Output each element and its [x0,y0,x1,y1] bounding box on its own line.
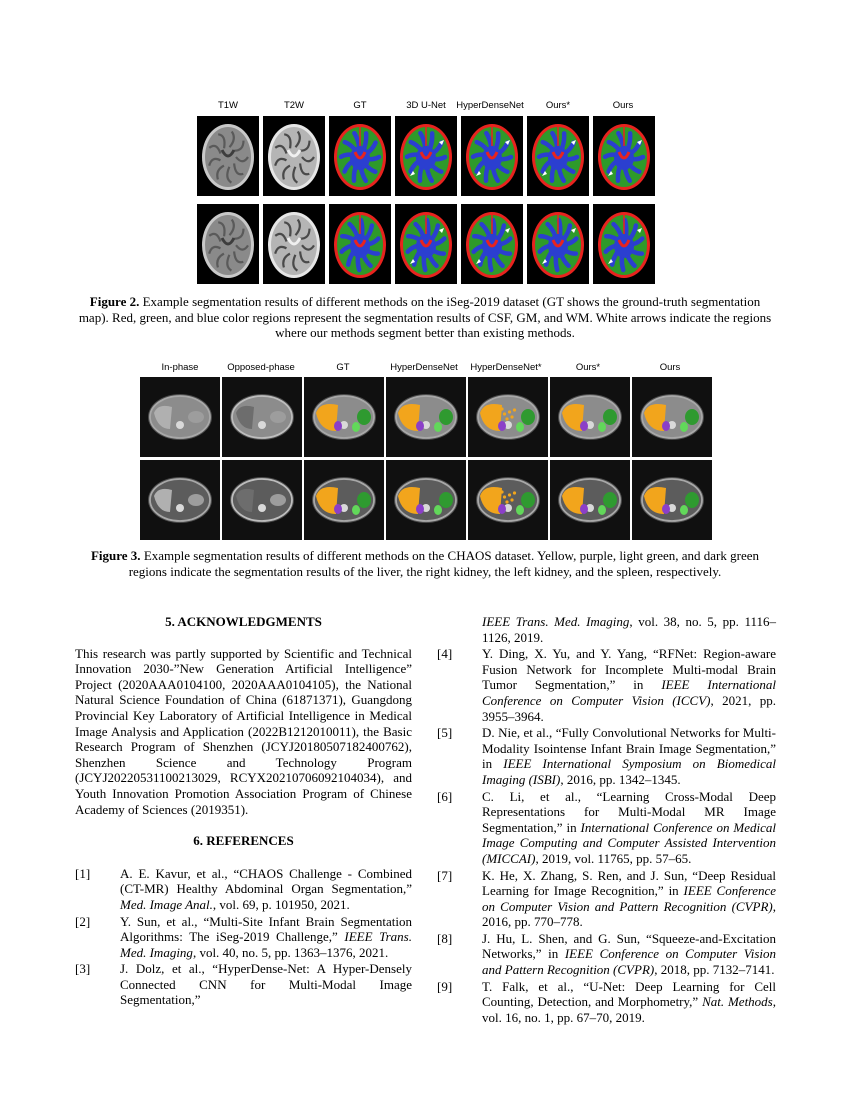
reference-venue: IEEE International Symposium on Biomedical Imaging (ISBI) [482,756,776,787]
fig2-tile [329,204,391,284]
reference-number: [9] [437,978,453,994]
fig3-label-hyperdensenet-star: HyperDenseNet* [470,362,542,373]
reference-item [437,979,776,1026]
fig2-tile [527,116,589,196]
fig2-tile [461,116,523,196]
fig3-tile [140,377,220,457]
fig2-label-ours: Ours [612,100,634,111]
reference-details: , 2018, pp. 7132–7141. [654,962,775,978]
fig3-label-opposed-phase: Opposed-phase [227,362,295,373]
reference-number: [5] [437,725,453,741]
reference-item [437,646,776,724]
reference-number: [7] [437,867,453,883]
reference-text: T. Falk, et al., “U-Net: Deep Learning for Cell Counting, Detection, and Morphometry,” [482,978,776,1010]
fig3-tile [550,460,630,540]
reference-text: J. Dolz, et al., “HyperDense-Net: A Hyper-Densely Connected CNN for Multi-Modal Image Segmentation,” [120,961,412,1008]
references-list-right [437,614,776,1025]
reference-details: , 2016, pp. 1342–1345. [560,771,681,787]
fig2-tile [593,204,655,284]
reference-text: A. E. Kavur, et al., “CHAOS Challenge - Combined (CT-MR) Healthy Abdominal Organ Segmentation,” [120,865,412,897]
fig2-tile [263,204,325,284]
acknowledgments-body: This research was partly supported by Scientific and Technical Innovation 2030-”New Generation Artificial Intelligence” Project (2020AAA0104100, 2020AAA0104105), the National Natural Science Foundation of China (61871371), Guangdong Provincial Key Laboratory of Artificial Intelligence in Medical Image Analysis and Application (2022B1212010011), the Basic Research Program of Shenzhen (JCYJ20180507182400762), Shenzhen Science and Technology Program (JCYJ20220531100213029, RCYX20210706092104034), and Youth Innovation Promotion Association Program of Chinese Academy of Sciences (2019351). [75,645,412,817]
fig2-tile [197,116,259,196]
fig2-tile [329,116,391,196]
reference-item [437,614,776,645]
fig3-label-gt: GT [336,362,350,373]
reference-details: , vol. 40, no. 5, pp. 1363–1376, 2021. [192,944,389,960]
fig2-label-ours-star: Ours* [545,100,571,111]
fig3-label-in-phase: In-phase [161,362,199,373]
reference-item [437,931,776,978]
figure2-caption-text: Example segmentation results of different methods on the iSeg-2019 dataset (GT shows the ground-truth segmentation map). Red, green, and blue color regions represent the segmentation results of CSF, GM, and WM. White arrows indicate the regions where our methods segment better than existing methods. [78,294,772,340]
fig2-tile [263,116,325,196]
reference-text: C. Li, et al., “Learning Cross-Modal Deep Representations for Multi-Modal MR Image Segmentation,” in [482,788,776,835]
fig3-tile [222,460,302,540]
reference-details: , vol. 38, no. 5, pp. 1116–1126, 2019. [482,614,776,645]
right-column [437,614,776,1026]
reference-text: J. Hu, L. Shen, and G. Sun, “Squeeze-and-Excitation Networks,” in [482,930,776,962]
reference-venue: Med. Image Anal. [120,896,213,912]
figure3-caption [78,548,772,579]
figure2-caption [78,294,772,341]
fig3-label-hyperdensenet: HyperDenseNet [390,362,458,373]
figure3-caption-text: Example segmentation results of different methods on the CHAOS dataset. Yellow, purple, light green, and dark green regions indicate the segmentation results of the liver, the right kidney, the left kidney, and the spleen, respectively. [128,548,760,579]
reference-text: K. He, X. Zhang, S. Ren, and J. Sun, “Deep Residual Learning for Image Recognition,” in [482,867,776,899]
fig2-label-t1w: T1W [217,100,239,111]
fig2-label-t2w: T2W [283,100,305,111]
fig3-tile [304,460,384,540]
figure2-caption-label: Figure 2. [89,294,140,309]
fig2-tile [395,116,457,196]
figure3-column-labels [0,362,850,376]
reference-details: , 2016, pp. 770–778. [482,898,776,930]
reference-number: [4] [437,646,453,662]
reference-item [437,789,776,867]
fig3-tile [222,377,302,457]
reference-item [437,868,776,930]
reference-text: Y. Ding, X. Yu, and Y. Yang, “RFNet: Region-aware Fusion Network for Incomplete Multi-modal Brain Tumor Segmentation,” in [482,646,776,693]
fig2-label-hyperdensenet: HyperDenseNet [456,100,524,111]
fig2-tile [593,116,655,196]
reference-text: D. Nie, et al., “Fully Convolutional Networks for Multi-Modality Isointense Infant Brain Image Segmentation,” in [482,725,776,772]
fig3-tile [550,377,630,457]
fig3-tile [386,377,466,457]
reference-number: [1] [75,865,91,881]
fig3-tile [468,460,548,540]
fig2-label-3dunet: 3D U-Net [406,100,446,111]
reference-venue: IEEE Conference on Computer Vision and Pattern Recognition (CVPR) [482,883,776,914]
fig2-label-gt: GT [353,100,367,111]
fig3-tile [140,460,220,540]
reference-details: , 2021, pp. 3955–3964. [482,692,777,724]
fig3-tile [632,377,712,457]
reference-text: Y. Sun, et al., “Multi-Site Infant Brain Segmentation Algorithms: The iSeg-2019 Challenge,” [120,913,412,945]
reference-venue: IEEE Trans. Med. Imaging [482,614,630,629]
fig3-tile [304,377,384,457]
reference-number: [3] [75,961,91,977]
left-column [75,614,412,1009]
reference-details: , vol. 69, p. 101950, 2021. [212,896,350,912]
fig3-tile [468,377,548,457]
reference-item [437,725,776,787]
reference-item [75,866,412,913]
reference-number: [8] [437,930,453,946]
reference-venue: IEEE Trans. Med. Imaging [120,929,412,960]
reference-details: , vol. 16, no. 1, pp. 67–70, 2019. [482,994,776,1025]
fig2-tile [461,204,523,284]
fig2-tile [197,204,259,284]
fig3-tile [632,460,712,540]
fig3-tile [386,460,466,540]
reference-item [75,914,412,961]
fig3-label-ours: Ours [659,362,681,373]
fig2-tile [527,204,589,284]
reference-item [75,961,412,1008]
fig2-tile [395,204,457,284]
reference-venue: IEEE Conference on Computer Vision and Pattern Recognition (CVPR) [482,946,776,978]
reference-venue: IEEE International Conference on Computer Vision (ICCV) [482,677,776,708]
acknowledgments-heading: 5. ACKNOWLEDGMENTS [165,614,322,629]
reference-number: [2] [75,913,91,929]
fig3-label-ours-star: Ours* [575,362,601,373]
reference-number: [6] [437,788,453,804]
figure2-column-labels [0,100,850,114]
reference-venue: International Conference on Medical Image Computing and Computer Assisted Intervention (MICCAI) [482,819,776,866]
figure3-caption-label: Figure 3. [90,548,141,563]
references-heading: 6. REFERENCES [193,833,294,849]
references-list-left [75,866,412,1008]
reference-details: , 2019, vol. 11765, pp. 57–65. [535,850,692,866]
reference-venue: Nat. Methods [702,994,773,1010]
